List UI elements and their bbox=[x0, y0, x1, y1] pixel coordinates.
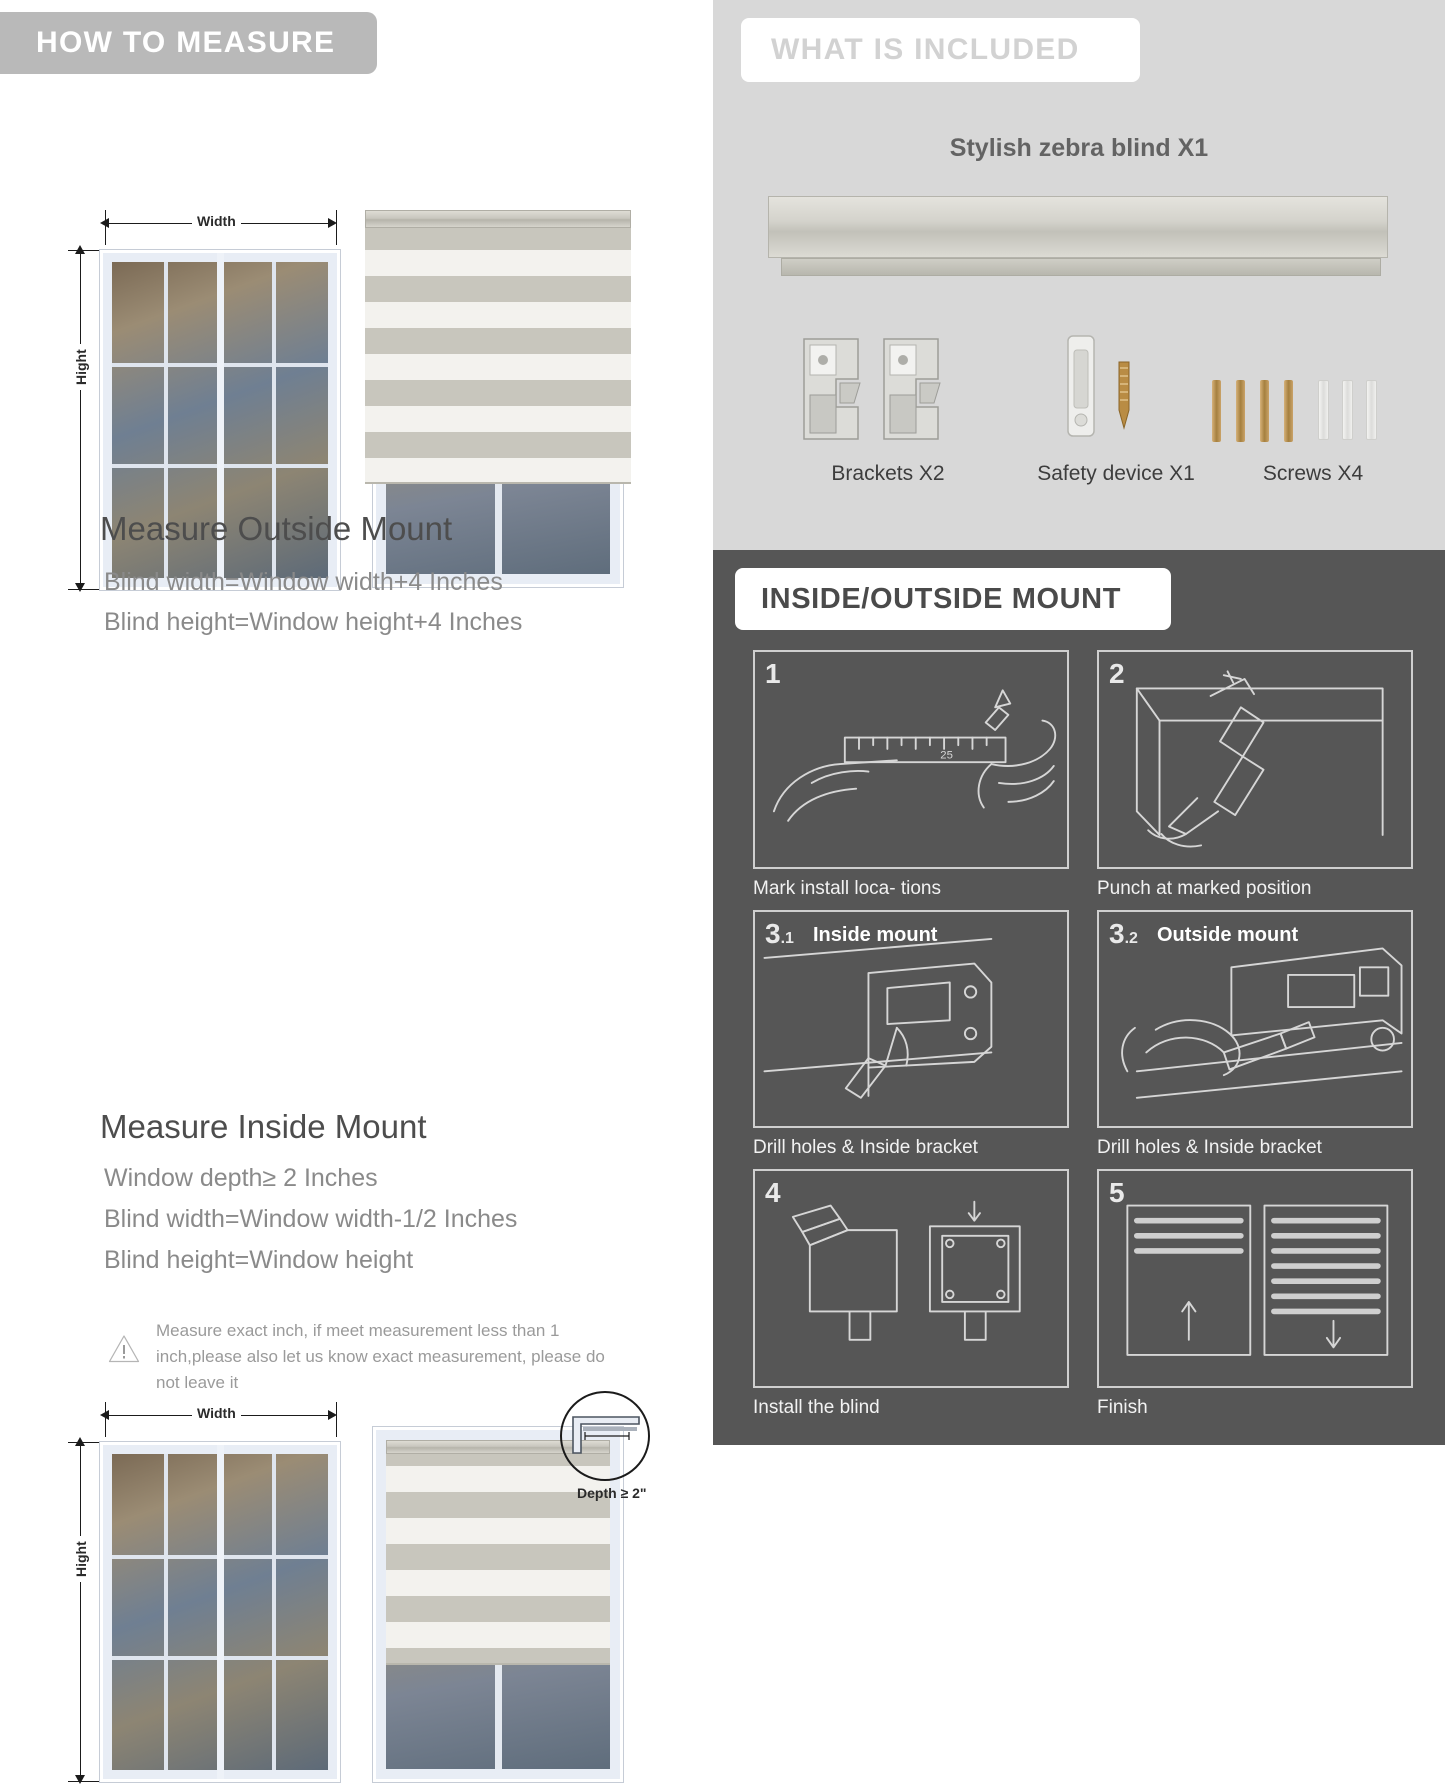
outside-mount-line-1: Blind width=Window width+4 Inches bbox=[104, 568, 503, 596]
step-3-2-inline-label: Outside mount bbox=[1157, 923, 1299, 946]
step-1-number: 1 bbox=[765, 658, 781, 689]
step-5-number: 5 bbox=[1109, 1177, 1125, 1209]
step-3-1-number: 3.1 bbox=[765, 917, 794, 949]
inside-mount-line-1: Window depth≥ 2 Inches bbox=[104, 1164, 378, 1192]
measure-note bbox=[108, 1318, 628, 1395]
mount-step-3-1 bbox=[753, 910, 1069, 1160]
outside-mount-heading: Measure Outside Mount bbox=[100, 510, 453, 547]
inside-mount-line-2: Blind width=Window width-1/2 Inches bbox=[104, 1205, 518, 1233]
how-to-measure-title: HOW TO MEASURE bbox=[0, 12, 377, 74]
finished-blinds-icon bbox=[1099, 1171, 1411, 1386]
mount-step-5 bbox=[1097, 1169, 1413, 1419]
step-3-1-inline-label: Inside mount bbox=[813, 923, 938, 946]
mount-step-4 bbox=[753, 1169, 1069, 1419]
bracket-icon-right bbox=[876, 335, 948, 443]
outside-mount-figure bbox=[0, 100, 713, 510]
hand-ruler-pencil-icon bbox=[755, 652, 1067, 867]
screws-caption: Screws X4 bbox=[1262, 462, 1364, 485]
step-5-caption: Finish bbox=[1097, 1397, 1148, 1418]
screw-icon-4 bbox=[1284, 380, 1293, 442]
step-4-caption: Install the blind bbox=[753, 1397, 880, 1418]
outside-width-label: Width bbox=[192, 213, 241, 229]
step-1-caption: Mark install loca- tions bbox=[753, 877, 941, 899]
safety-device-caption: Safety device X1 bbox=[1037, 462, 1195, 485]
screw-icon-single bbox=[1111, 360, 1137, 432]
screws-group bbox=[1208, 376, 1398, 446]
depth-label: Depth ≥ 2" bbox=[577, 1485, 647, 1501]
step-2-number: 2 bbox=[1109, 658, 1125, 689]
brackets-group bbox=[788, 335, 1018, 445]
mount-step-3-2 bbox=[1097, 910, 1413, 1160]
what-is-included-title: WHAT IS INCLUDED bbox=[741, 18, 1140, 82]
svg-text:25: 25 bbox=[940, 749, 953, 762]
wall-anchor-icon-3 bbox=[1366, 380, 1377, 440]
step-3-1-art bbox=[753, 910, 1069, 1129]
zebra-blind-fabric bbox=[365, 224, 631, 484]
safety-device-group bbox=[1043, 330, 1183, 445]
warning-triangle-icon bbox=[108, 1318, 140, 1380]
inside-height-label: Hight bbox=[73, 1536, 89, 1582]
step-4-number: 4 bbox=[765, 1177, 781, 1209]
how-to-measure-panel bbox=[0, 0, 713, 1577]
step-2-art bbox=[1097, 650, 1413, 869]
step-3-2-caption: Drill holes & Inside bracket bbox=[1097, 1137, 1322, 1159]
what-is-included-panel bbox=[713, 0, 1445, 550]
clip-blind-into-bracket-icon bbox=[755, 1171, 1067, 1386]
step-2-caption: Punch at marked position bbox=[1097, 877, 1312, 899]
brackets-caption: Brackets X2 bbox=[831, 462, 945, 485]
step-1-art bbox=[753, 650, 1069, 869]
screw-icon-1 bbox=[1212, 380, 1221, 442]
step-3-2-art bbox=[1097, 910, 1413, 1129]
step-3-2-number: 3.2 bbox=[1109, 917, 1138, 949]
outside-height-label: Hight bbox=[73, 344, 89, 390]
mount-steps-grid bbox=[753, 650, 1413, 1419]
screw-icon-3 bbox=[1260, 380, 1269, 442]
step-5-art bbox=[1097, 1169, 1413, 1388]
measure-note-text: Measure exact inch, if meet measurement less than 1 inch,please also let us know exact measurement, please do not leave it bbox=[156, 1321, 605, 1392]
inside-outside-mount-title: INSIDE/OUTSIDE MOUNT bbox=[735, 568, 1171, 630]
inside-mount-line-3: Blind height=Window height bbox=[104, 1246, 414, 1274]
safety-device-icon bbox=[1061, 334, 1101, 439]
zebra-blind-product-image bbox=[768, 196, 1388, 258]
mount-step-1 bbox=[753, 650, 1069, 900]
zebra-blind-bottom-rail bbox=[781, 258, 1381, 276]
wall-anchor-icon-1 bbox=[1318, 380, 1329, 440]
wall-anchor-icon-2 bbox=[1342, 380, 1353, 440]
inside-outside-mount-panel bbox=[713, 550, 1445, 1445]
window-illustration-inside bbox=[100, 1442, 340, 1782]
screw-icon-2 bbox=[1236, 380, 1245, 442]
drill-icon bbox=[1099, 652, 1411, 867]
inside-width-label: Width bbox=[192, 1405, 241, 1421]
step-4-art bbox=[753, 1169, 1069, 1388]
outside-mount-line-2: Blind height=Window height+4 Inches bbox=[104, 608, 523, 636]
product-title: Stylish zebra blind X1 bbox=[949, 134, 1209, 162]
step-3-1-caption: Drill holes & Inside bracket bbox=[753, 1137, 978, 1159]
mount-step-2 bbox=[1097, 650, 1413, 900]
inside-mount-heading: Measure Inside Mount bbox=[100, 1108, 427, 1145]
blind-headrail bbox=[365, 210, 631, 228]
bracket-icon-left bbox=[796, 335, 868, 443]
